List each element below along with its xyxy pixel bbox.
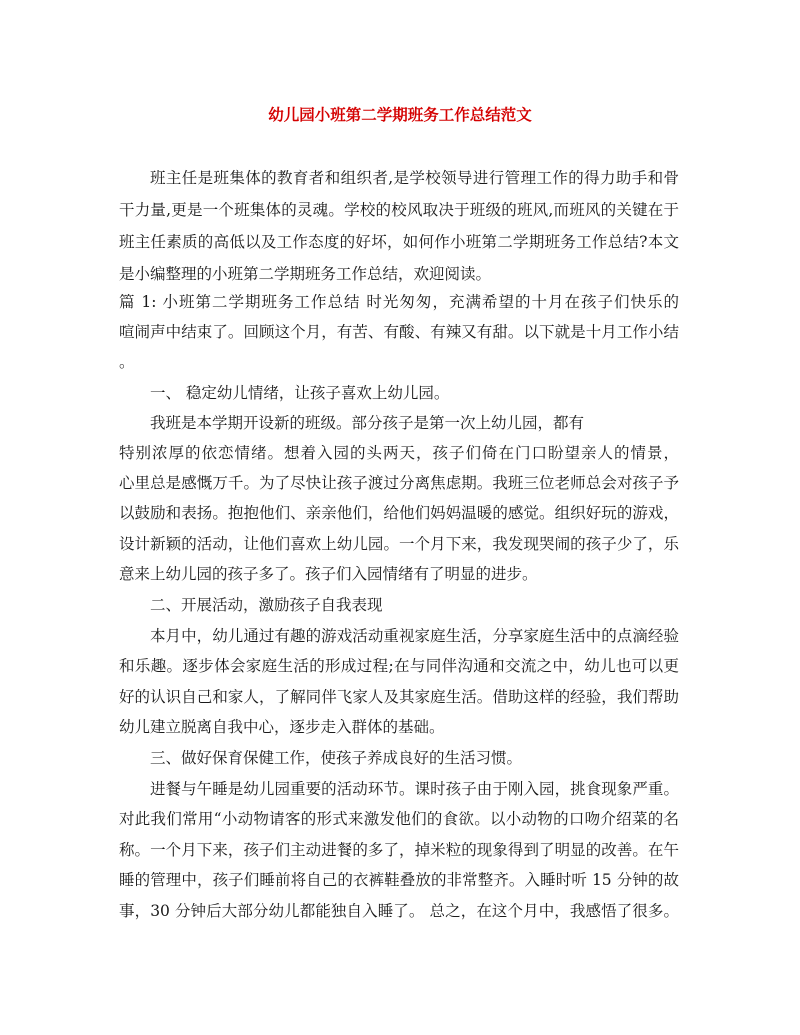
section-paragraph-line: 好的认识自己和家人，了解同伴飞家人及其家庭生活。借助这样的经验，我们帮助 <box>119 688 679 706</box>
article-heading-line: 篇 1: 小班第二学期班务工作总结 时光匆匆，充满希望的十月在孩子们快乐的 <box>119 293 679 311</box>
intro-line: 是小编整理的小班第二学期班务工作总结，欢迎阅读。 <box>119 265 492 283</box>
section-paragraph-line: 幼儿建立脱离自我中心，逐步走入群体的基础。 <box>119 718 445 736</box>
section-heading: 三、做好保育保健工作，使孩子养成良好的生活习惯。 <box>150 749 523 767</box>
section-paragraph-line: 我班是本学期开设新的班级。部分孩子是第一次上幼儿园，都有 <box>150 414 585 432</box>
section-heading: 一、 稳定幼儿情绪，让孩子喜欢上幼儿园。 <box>150 384 450 402</box>
section-paragraph-line: 本月中，幼儿通过有趣的游戏活动重视家庭生活，分享家庭生活中的点滴经验 <box>150 627 679 645</box>
section-paragraph-line: 以鼓励和表扬。抱抱他们、亲亲他们，给他们妈妈温暖的感觉。组织好玩的游戏， <box>119 504 679 522</box>
article-line: 喧闹声中结束了。回顾这个月，有苦、有酸、有辣又有甜。以下就是十月工作小结 <box>119 323 679 341</box>
section-paragraph-line: 特别浓厚的依恋情绪。想着入园的头两天，孩子们倚在门口盼望亲人的情景， <box>119 444 679 462</box>
section-paragraph-line: 和乐趣。逐步体会家庭生活的形成过程;在与同伴沟通和交流之中，幼儿也可以更 <box>119 657 679 675</box>
section-paragraph-line: 进餐与午睡是幼儿园重要的活动环节。课时孩子由于刚入园，挑食现象严重。 <box>150 780 679 798</box>
section-paragraph-line: 称。一个月下来，孩子们主动进餐的多了，掉米粒的现象得到了明显的改善。在午 <box>119 841 679 859</box>
section-paragraph-line: 意来上幼儿园的孩子多了。孩子们入园情绪有了明显的进步。 <box>119 565 538 583</box>
intro-line: 班主任素质的高低以及工作态度的好坏，如何作小班第二学期班务工作总结?本文 <box>119 233 679 251</box>
intro-line: 班主任是班集体的教育者和组织者,是学校领导进行管理工作的得力助手和骨 <box>150 169 679 187</box>
section-paragraph-line: 心里总是感慨万千。为了尽快让孩子渡过分离焦虑期。我班三位老师总会对孩子予 <box>119 474 679 492</box>
document-title: 幼儿园小班第二学期班务工作总结范文 <box>268 105 532 124</box>
section-paragraph-line: 睡的管理中，孩子们睡前将自己的衣裤鞋叠放的非常整齐。入睡时听 15 分钟的故 <box>119 871 679 889</box>
article-line: 。 <box>119 353 135 371</box>
section-paragraph-line: 事，30 分钟后大部分幼儿都能独自入睡了。 总之，在这个月中，我感悟了很多。 <box>119 902 679 920</box>
section-heading: 二、开展活动，激励孩子自我表现 <box>150 596 383 614</box>
section-paragraph-line: 对此我们常用“小动物请客的形式来激发他们的食欲。以小动物的口吻介绍菜的名 <box>119 810 679 828</box>
section-paragraph-line: 设计新颖的活动，让他们喜欢上幼儿园。一个月下来，我发现哭闹的孩子少了，乐 <box>119 535 679 553</box>
intro-line: 干力量,更是一个班集体的灵魂。学校的校风取决于班级的班风,而班风的关键在于 <box>119 201 679 219</box>
